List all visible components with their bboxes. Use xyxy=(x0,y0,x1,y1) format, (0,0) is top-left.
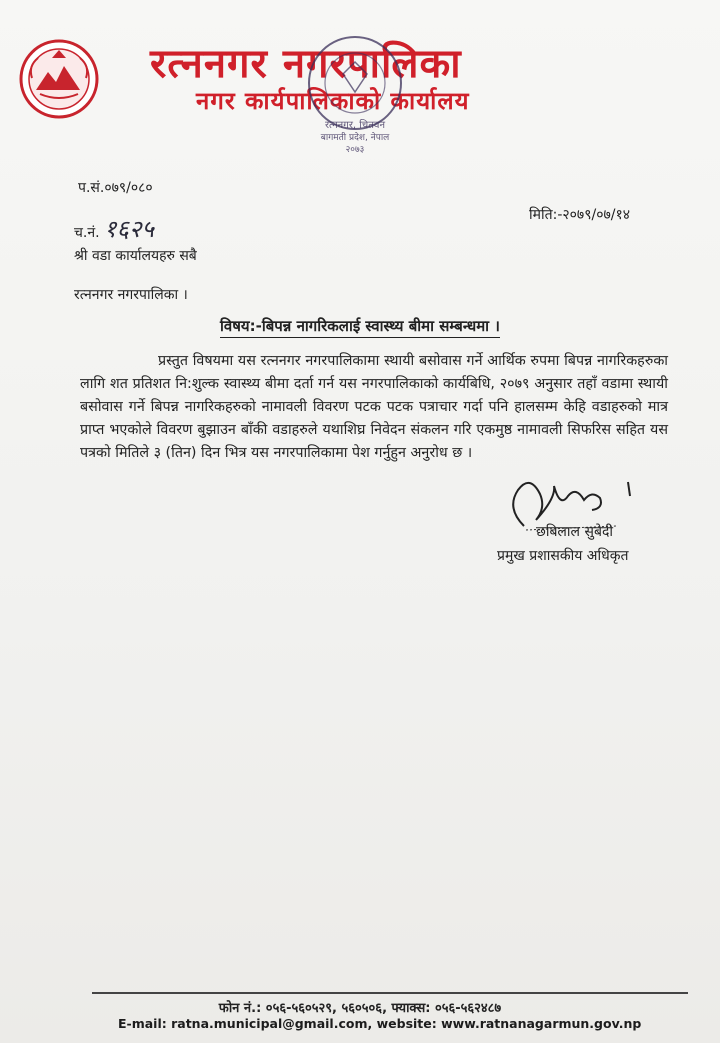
dispatch-number: १६२५ xyxy=(104,215,154,243)
municipality-emblem-logo xyxy=(18,38,100,120)
footer-contact xyxy=(118,1016,641,1031)
footer-phone: फोन नं.: ०५६-५६०५२९, ५६०५०६, फ्याक्स: ०५६-५६२४८७ xyxy=(218,1001,502,1016)
body-text: प्रस्तुत विषयमा यस रत्ननगर नगरपालिकामा स्थायी बसोवास गर्ने आर्थिक रुपमा बिपन्न नागरिकहरुका लागि शत प्रतिशत नि:शुल्क स्वास्थ्य बीमा दर्ता गर्न यस नगरपालिकाको कार्यबिधि, २०७९ अनुसार तहाँ वडामा स्थायी बसोवास गर्ने बिपन्न नागरिकहरुको नामावली विवरण पटक पटक पत्राचार गर्दा पनि हालसम्म केहि वडाहरुको मात्र प्राप्त भएकोले विवरण बुझाउन बाँकी वडाहरुले यथाशिघ्र निवेदन संकलन गरि एकमुष्ठ नामावली सिफरिस सहित यस पत्रको मितिले ३ (तिन) दिन भित्र यस नगरपालिकामा पेश गर्नुहुन अनुरोध छ । xyxy=(80,353,668,461)
footer-website: website: www.ratnanagarmun.gov.np xyxy=(376,1016,642,1031)
footer-divider xyxy=(92,992,688,994)
dispatch-label: च.नं. xyxy=(74,225,100,241)
stamp-text-line3: २०७३ xyxy=(345,145,365,155)
letterhead-subtitle: नगर कार्यपालिकाको कार्यालय xyxy=(196,87,470,115)
letter-subject xyxy=(0,316,720,336)
stamp-text-line2: बागमती प्रदेश, नेपाल xyxy=(320,133,390,143)
fiscal-year-ref: प.सं.०७९/०८० xyxy=(78,180,153,196)
footer-email: E-mail: ratna.municipal@gmail.com, xyxy=(118,1016,373,1031)
subject-text: विषय:-बिपन्न नागरिकलाई स्वास्थ्य बीमा सम्बन्धमा । xyxy=(220,317,500,338)
letter-date: मिति:-२०७९/०७/१४ xyxy=(529,207,631,223)
signatory-name: छबिलाल सुबेदी xyxy=(536,524,614,540)
recipient-line-1: श्री वडा कार्यालयहरु सबै xyxy=(74,248,197,264)
dispatch-ref xyxy=(74,212,154,245)
letterhead-title: रत्ननगर नगरपालिका xyxy=(150,41,462,87)
letter-body xyxy=(80,350,668,465)
recipient-line-2: रत्ननगर नगरपालिका । xyxy=(74,287,188,303)
stamp-text-line1: रत्ननगर, चितवन xyxy=(324,120,386,131)
official-stamp-seal xyxy=(295,28,415,158)
signatory-title: प्रमुख प्रशासकीय अधिकृत xyxy=(497,548,629,564)
